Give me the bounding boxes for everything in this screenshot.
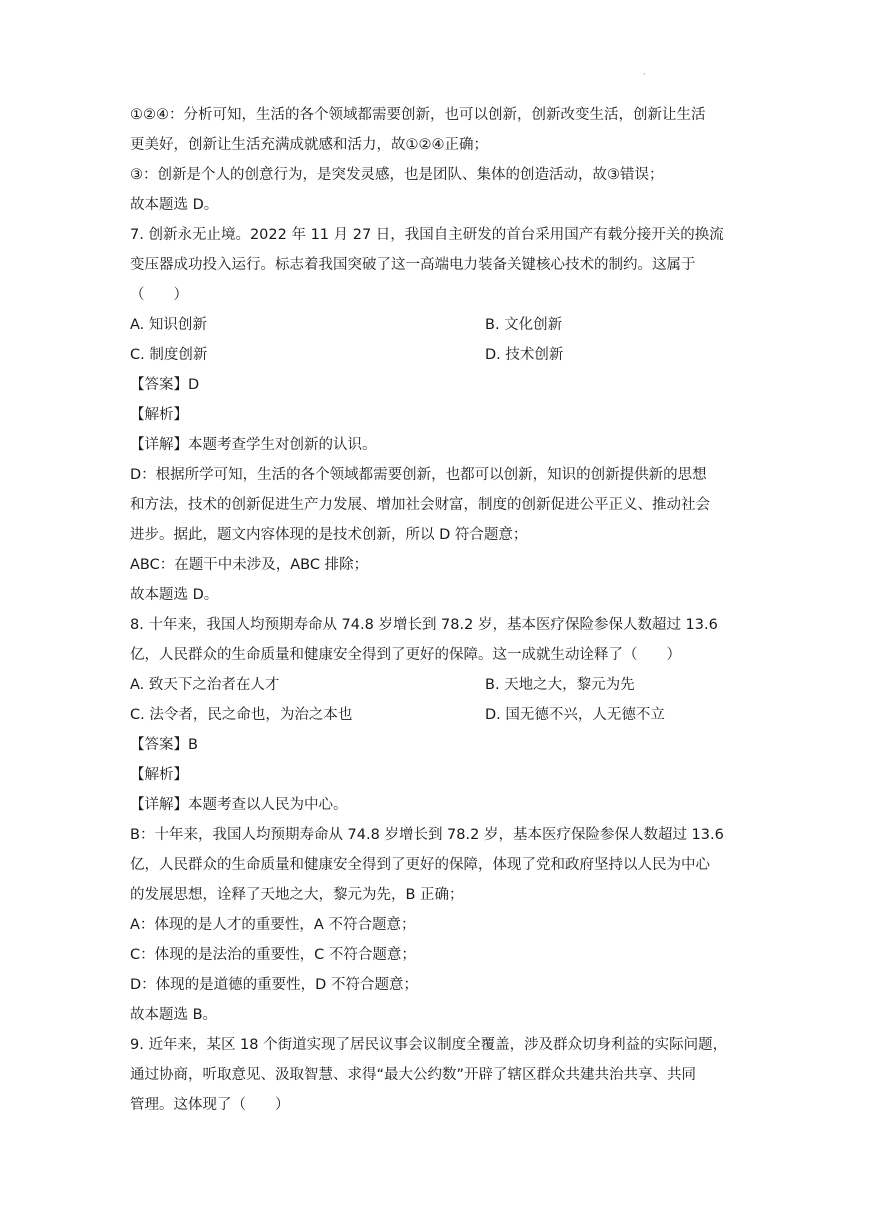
q8-explanation-line: C：体现的是法治的重要性，C 不符合题意； [130, 947, 416, 963]
q7-options-row [130, 310, 740, 340]
q7-conclusion: 故本题选 D。 [130, 587, 219, 603]
q7-option-a: A. 知识创新 [130, 317, 207, 333]
q7-explanation-line: D：根据所学可知，生活的各个领域都需要创新，也都可以创新，知识的创新提供新的思想 [130, 467, 707, 483]
q7-option-d: D. 技术创新 [485, 347, 564, 363]
q8-stem-line: 8. 十年来，我国人均预期寿命从 74.8 岁增长到 78.2 岁，基本医疗保险参保人数超过 13.6 [130, 617, 718, 633]
q7-explanation-line: 和方法，技术的创新促进生产力发展、增加社会财富，制度的创新促进公平正义、推动社会 [130, 497, 710, 513]
q7-stem-line: （ ） [130, 287, 188, 303]
document-page [130, 100, 740, 1120]
q8-options-row [130, 700, 740, 730]
q8-explanation-line: D：体现的是道德的重要性，D 不符合题意； [130, 977, 418, 993]
q8-stem-line: 亿，人民群众的生命质量和健康安全得到了更好的保障。这一成就生动诠释了（ ） [130, 647, 681, 663]
q6-explanation-line: ①②④：分析可知，生活的各个领域都需要创新，也可以创新，创新改变生活，创新让生活 [130, 107, 706, 123]
q9-stem-line: 管理。这体现了（ ） [130, 1097, 290, 1113]
q7-stem-line: 7. 创新永无止境。2022 年 11 月 27 日，我国自主研发的首台采用国产有载分接开关的换流 [130, 227, 724, 243]
q8-option-c: C. 法令者，民之命也，为治之本也 [130, 707, 353, 723]
q8-explanation-line: B：十年来，我国人均预期寿命从 74.8 岁增长到 78.2 岁，基本医疗保险参保人数超过 13.6 [130, 827, 724, 843]
q7-detail: 【详解】本题考查学生对创新的认识。 [130, 437, 377, 453]
q8-explanation-line: A：体现的是人才的重要性，A 不符合题意； [130, 917, 416, 933]
q7-explanation-line: 进步。据此，题文内容体现的是技术创新，所以 D 符合题意； [130, 527, 528, 543]
q9-stem-line: 9. 近年来，某区 18 个街道实现了居民议事会议制度全覆盖，涉及群众切身利益的实际问题， [130, 1037, 728, 1053]
q7-stem-line: 变压器成功投入运行。标志着我国突破了这一高端电力装备关键核心技术的制约。这属于 [130, 257, 696, 273]
q8-analysis-heading: 【解析】 [130, 767, 188, 783]
q8-detail: 【详解】本题考查以人民为中心。 [130, 797, 348, 813]
q6-explanation-line: 更美好，创新让生活充满成就感和活力，故①②④正确； [130, 137, 488, 153]
q8-explanation-line: 的发展思想，诠释了天地之大，黎元为先，B 正确； [130, 887, 464, 903]
q7-option-c: C. 制度创新 [130, 347, 208, 363]
q6-explanation-line: ③：创新是个人的创意行为，是突发灵感，也是团队、集体的创造活动，故③错误； [130, 167, 664, 183]
q7-option-b: B. 文化创新 [485, 317, 563, 333]
q8-conclusion: 故本题选 B。 [130, 1007, 218, 1023]
q7-options-row [130, 340, 740, 370]
q8-answer: 【答案】B [130, 737, 198, 753]
q8-option-a: A. 致天下之治者在人才 [130, 677, 280, 693]
q8-option-d: D. 国无德不兴，人无德不立 [485, 707, 665, 723]
q7-explanation-line: ABC：在题干中未涉及，ABC 排除； [130, 557, 369, 573]
q8-explanation-line: 亿，人民群众的生命质量和健康安全得到了更好的保障，体现了党和政府坚持以人民为中心 [130, 857, 710, 873]
q9-stem-line: 通过协商，听取意见、汲取智慧、求得“最大公约数”开辟了辖区群众共建共治共享、共同 [130, 1067, 697, 1083]
q8-options-row [130, 670, 740, 700]
corner-mark: · [643, 70, 646, 79]
q7-answer: 【答案】D [130, 377, 200, 393]
q6-conclusion: 故本题选 D。 [130, 197, 219, 213]
q7-analysis-heading: 【解析】 [130, 407, 188, 423]
q8-option-b: B. 天地之大，黎元为先 [485, 677, 635, 693]
